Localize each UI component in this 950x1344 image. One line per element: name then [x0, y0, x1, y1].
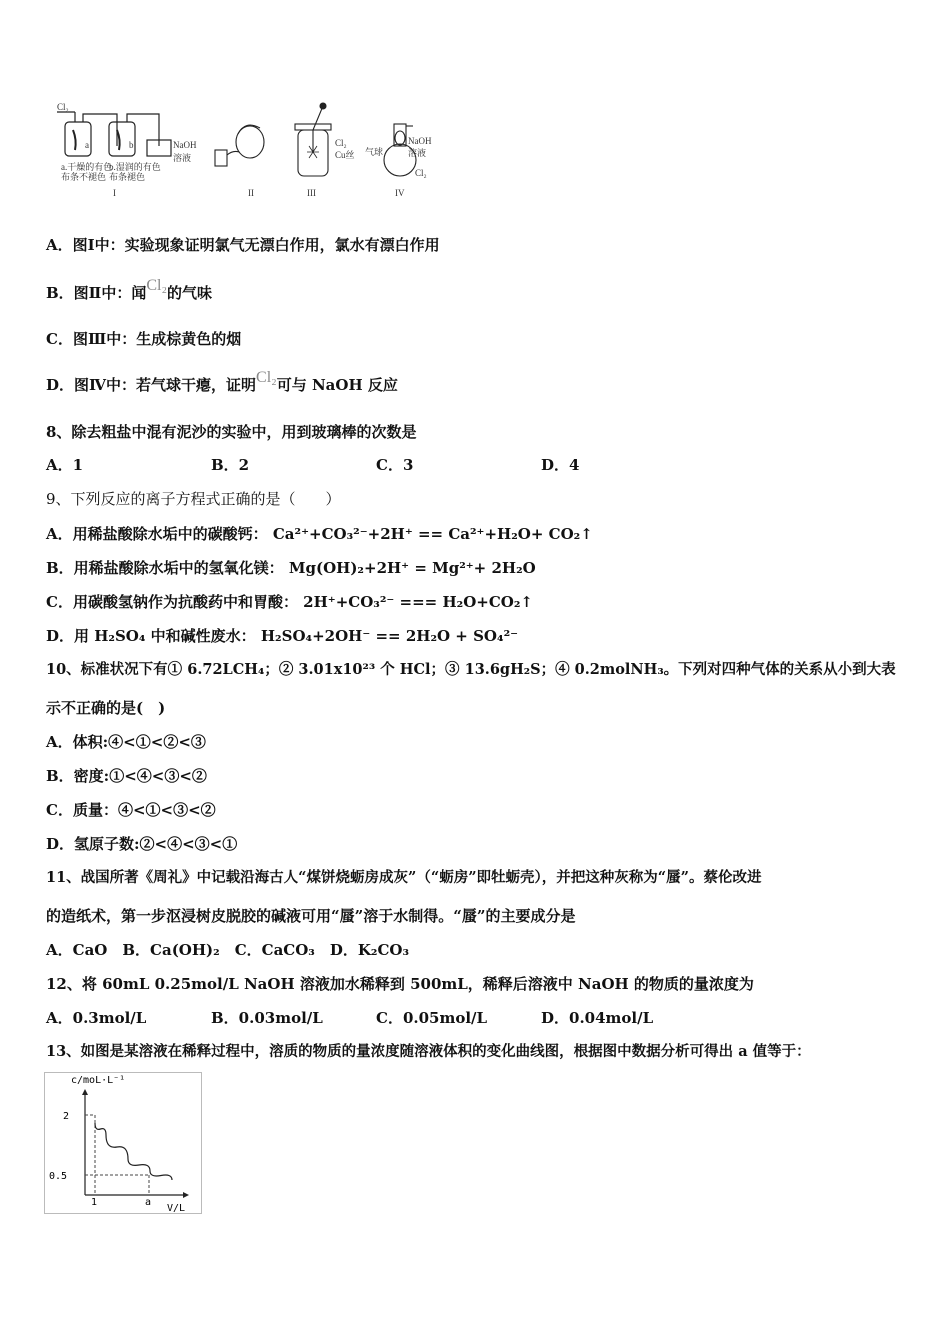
q10-option-a: A．体积:④<①<②<③ — [46, 733, 206, 751]
fig4-balloon: 气球 — [365, 147, 384, 157]
fig4-naoh: NaOH — [408, 136, 432, 146]
fig1-cap-a2: 布条不褪色 — [61, 172, 107, 182]
q9-stem: 9、下列反应的离子方程式正确的是（ ） — [46, 490, 341, 508]
q7-option-b — [46, 277, 213, 304]
q7-option-c: C．图Ⅲ中：生成棕黄色的烟 — [46, 330, 242, 348]
x-axis-label: V/L — [167, 1203, 186, 1213]
q9-option-c: C．用碳酸氢钠作为抗酸药中和胃酸： 2H⁺+CO₃²⁻ === H₂O+CO₂↑ — [46, 593, 533, 611]
q12-opt-c: C．0.05mol/L — [376, 1009, 488, 1027]
fig-label-4: IV — [395, 188, 405, 198]
q12-opt-d: D．0.04mol/L — [541, 1009, 654, 1027]
fig4-cl2: Cl₂ — [415, 168, 427, 178]
x-tick-a: a — [145, 1197, 152, 1208]
fig4-sol: 溶液 — [408, 148, 427, 158]
q7-option-a: A．图Ⅰ中：实验现象证明氯气无漂白作用，氯水有漂白作用 — [46, 236, 440, 254]
q11-stem-1: 11、战国所著《周礼》中记载沿海古人“煤饼烧蛎房成灰”（“蛎房”即牡蛎壳），并把这种灰称为“蜃”。蔡伦改进 — [46, 869, 762, 886]
fig3-cl2: Cl₂ — [335, 138, 347, 148]
q11-options: A．CaO B．Ca(OH)₂ C．CaCO₃ D．K₂CO₃ — [46, 941, 410, 959]
x-tick-1: 1 — [91, 1197, 98, 1208]
fig3-cu: Cu丝 — [335, 150, 355, 160]
concentration-chart — [44, 1072, 202, 1214]
y-axis-arrow — [82, 1089, 88, 1095]
fig1-a: a — [85, 140, 89, 150]
fig-label-1: I — [113, 188, 116, 198]
q9-option-d: D．用 H₂SO₄ 中和碱性废水： H₂SO₄+2OH⁻ == 2H₂O + SO₄²⁻ — [46, 627, 519, 645]
y-tick-0-5: 0.5 — [49, 1171, 68, 1182]
q7-b-gas: Cl₂ — [146, 277, 168, 294]
q12-opt-a: A．0.3mol/L — [46, 1009, 147, 1027]
q7-d-gas: Cl₂ — [256, 369, 277, 386]
q7-b-pre: B．图Ⅱ中：闻 — [46, 284, 147, 302]
q7-option-d — [46, 369, 398, 396]
q8-stem: 8、除去粗盐中混有泥沙的实验中，用到玻璃棒的次数是 — [46, 423, 417, 441]
fig-label-3: III — [307, 188, 316, 198]
q7-d-pre: D．图Ⅳ中：若气球干瘪，证明 — [46, 376, 257, 394]
q9-option-b: B．用稀盐酸除水垢中的氢氧化镁： Mg(OH)₂+2H⁺ = Mg²⁺+ 2H₂O — [46, 559, 536, 577]
fig1-cap-a1: a.干燥的有色 — [61, 162, 113, 172]
q8-opt-d: D．4 — [541, 456, 580, 474]
q8-opt-a: A．1 — [46, 456, 84, 474]
fig1-b: b — [129, 140, 134, 150]
fig1-cap-b2: 布条褪色 — [109, 172, 146, 182]
x-axis-arrow — [183, 1192, 189, 1198]
dilution-curve — [95, 1123, 172, 1180]
q12-stem: 12、将 60mL 0.25mol/L NaOH 溶液加水稀释到 500mL，稀释后溶液中 NaOH 的物质的量浓度为 — [46, 975, 754, 993]
q8-opt-c: C．3 — [376, 456, 414, 474]
q10-option-b: B．密度:①<④<③<② — [46, 767, 207, 785]
q10-option-c: C．质量：④<①<③<② — [46, 801, 216, 819]
y-tick-2: 2 — [63, 1111, 70, 1122]
apparatus-figures — [55, 100, 435, 205]
fig1-naoh: NaOH — [173, 140, 197, 150]
q13-stem: 13、如图是某溶液在稀释过程中，溶质的物质的量浓度随溶液体积的变化曲线图，根据图中数据分析可得出 a 值等于： — [46, 1043, 811, 1060]
q10-stem-2: 示不正确的是( ) — [46, 699, 166, 717]
fig1-solution: 溶液 — [173, 153, 192, 163]
fig1-cap-b1: b.湿润的有色 — [109, 162, 161, 172]
q12-opt-b: B．0.03mol/L — [211, 1009, 323, 1027]
q8-opt-b: B．2 — [211, 456, 250, 474]
combustion-jar — [295, 103, 331, 176]
q10-option-d: D．氢原子数:②<④<③<① — [46, 835, 238, 853]
q7-b-post: 的气味 — [167, 284, 213, 302]
q11-stem-2: 的造纸术，第一步沤浸树皮脱胶的碱液可用“蜃”溶于水制得。“蜃”的主要成分是 — [46, 907, 576, 925]
q10-stem-1: 10、标准状况下有① 6.72LCH₄；② 3.01x10²³ 个 HCl；③ 13.6gH₂S；④ 0.2molNH₃。下列对四种气体的关系从小到大表 — [46, 661, 896, 678]
y-axis-label: c/moL·L⁻¹ — [71, 1075, 126, 1086]
fig-label-2: II — [248, 188, 254, 198]
chart-svg — [45, 1073, 201, 1213]
q9-option-a: A．用稀盐酸除水垢中的碳酸钙： Ca²⁺+CO₃²⁻+2H⁺ == Ca²⁺+H₂O+ CO₂↑ — [46, 525, 593, 543]
gas-washing-bottles — [57, 112, 171, 156]
smelling-figure — [215, 125, 264, 166]
fig1-gas-label: Cl₂ — [57, 102, 69, 112]
q7-d-post: 可与 NaOH 反应 — [276, 376, 398, 394]
